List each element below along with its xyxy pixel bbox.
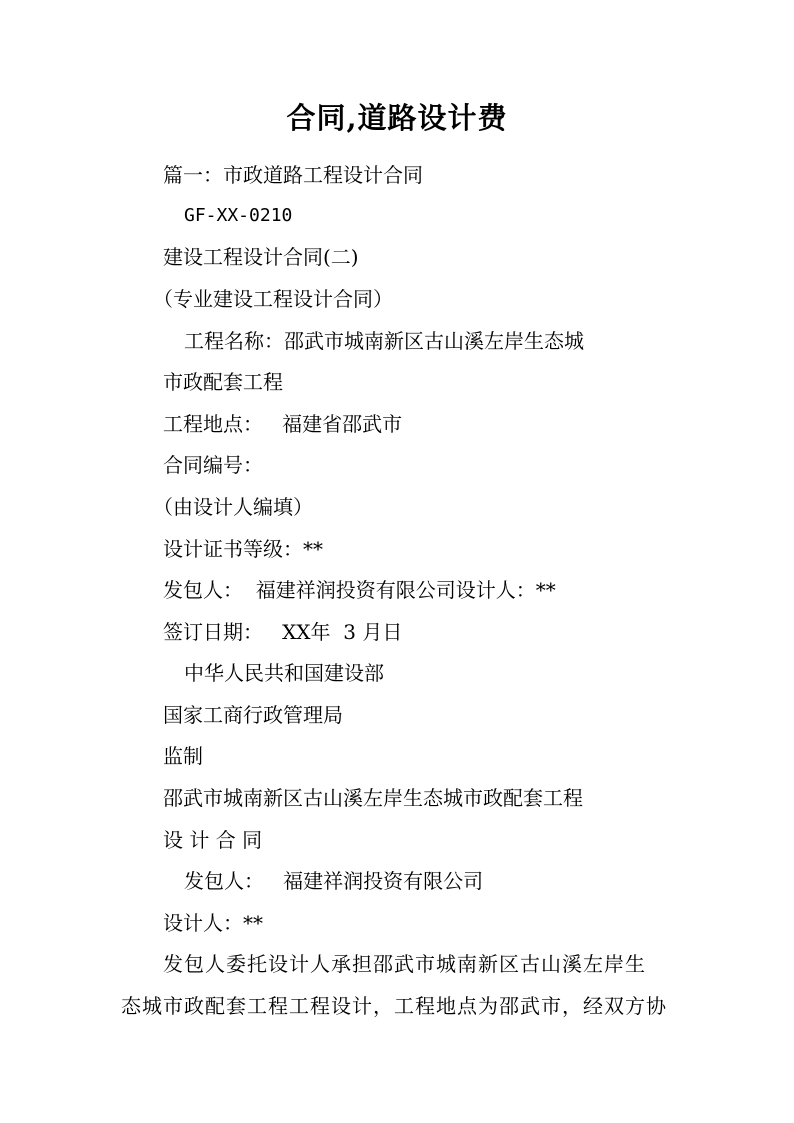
document-title: 合同,道路设计费	[286, 101, 508, 135]
contract-number: 合同编号：	[163, 453, 263, 477]
contract-number-note: （由设计人编填）	[153, 495, 313, 519]
client-line: 发包人： 福建祥润投资有限公司	[184, 869, 484, 893]
body-paragraph-line-2: 态城市政配套工程工程设计，工程地点为邵武市，经双方协	[121, 994, 667, 1018]
project-full-name: 邵武市城南新区古山溪左岸生态城市政配套工程	[163, 786, 583, 810]
signing-date: 签订日期： XX年 3 月日	[163, 620, 403, 644]
project-name: 工程名称：邵武市城南新区古山溪左岸生态城	[184, 329, 584, 353]
body-paragraph-line-1: 发包人委托设计人承担邵武市城南新区古山溪左岸生	[163, 952, 646, 976]
section-heading: 篇一：市政道路工程设计合同	[163, 163, 423, 187]
designer-line: 设计人：**	[163, 911, 263, 935]
contract-subtype: （专业建设工程设计合同）	[153, 287, 393, 311]
standard-code: GF-XX-0210	[184, 205, 293, 226]
project-location: 工程地点： 福建省邵武市	[163, 412, 403, 436]
certificate-level: 设计证书等级：**	[163, 537, 323, 561]
client-and-designer: 发包人： 福建祥润投资有限公司设计人：**	[163, 578, 556, 602]
issuer-administration: 国家工商行政管理局	[163, 703, 343, 727]
issuer-ministry: 中华人民共和国建设部	[184, 661, 384, 685]
supervision-label: 监制	[163, 744, 203, 768]
contract-type: 建设工程设计合同(二)	[163, 245, 359, 269]
project-name-continued: 市政配套工程	[163, 370, 283, 394]
design-contract-heading: 设 计 合 同	[163, 828, 263, 852]
